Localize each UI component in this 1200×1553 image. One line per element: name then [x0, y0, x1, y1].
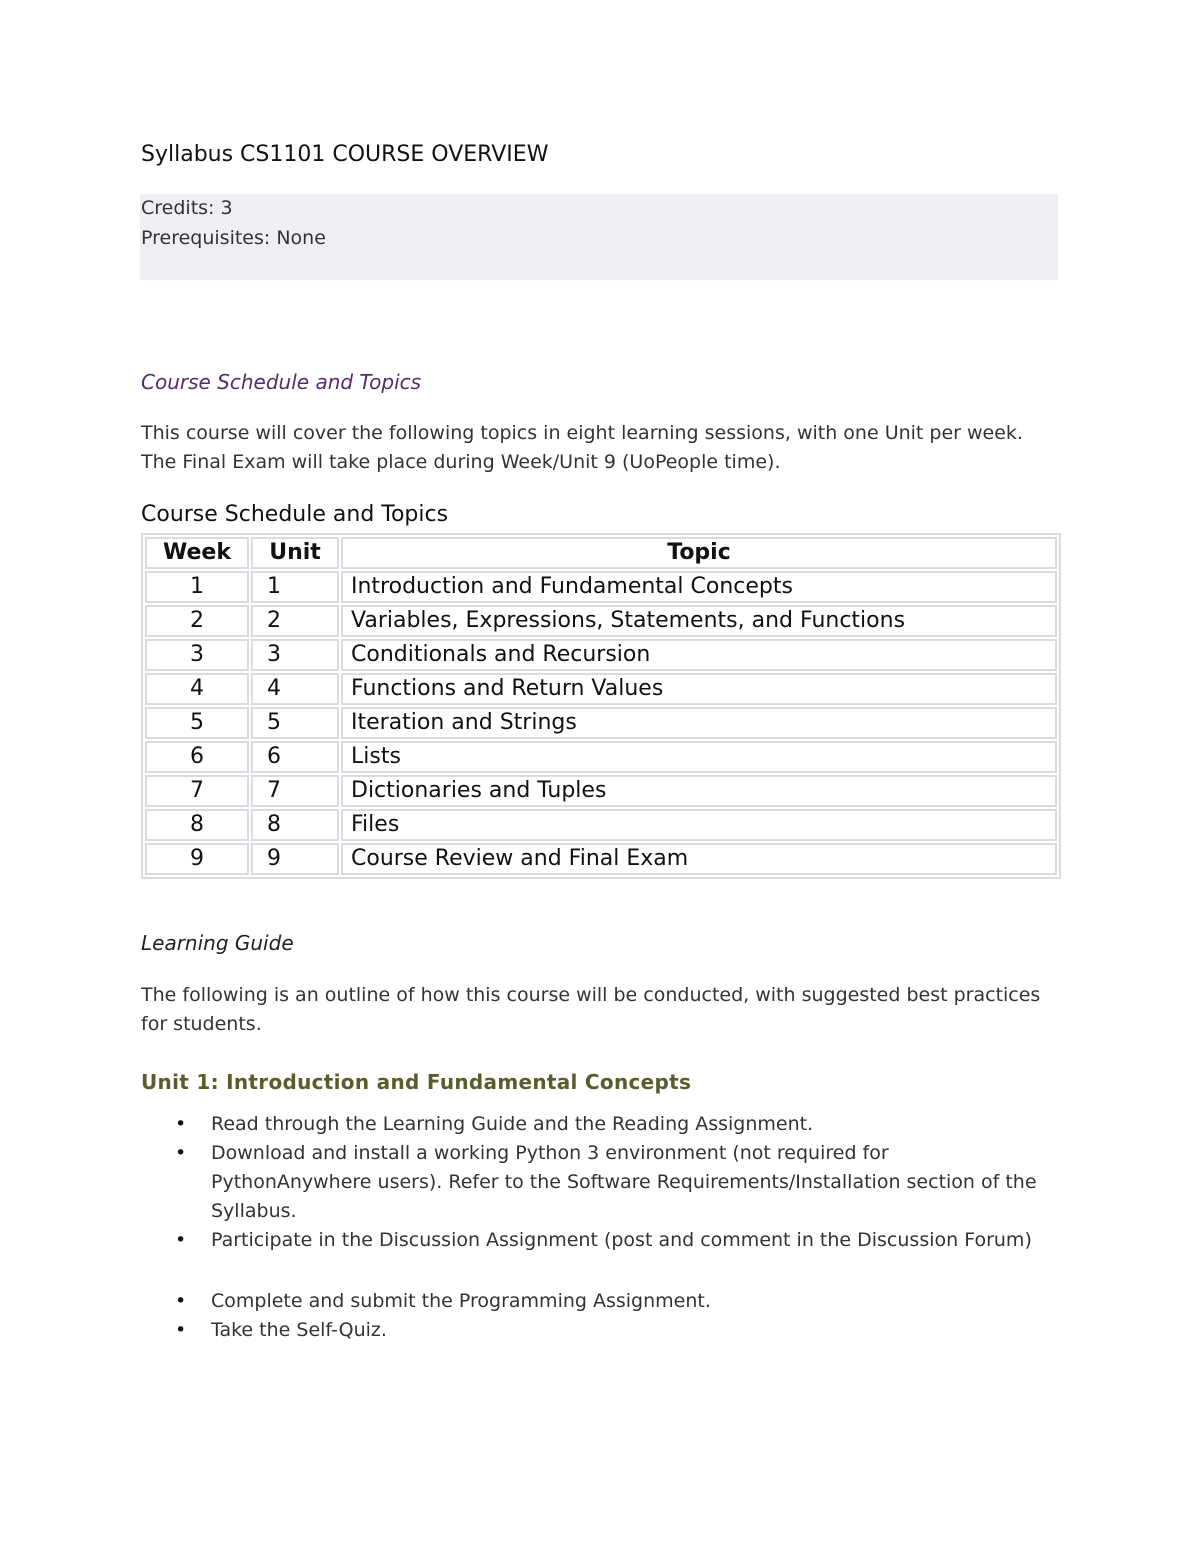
unit-cell: 6 — [251, 741, 339, 773]
column-header-unit: Unit — [251, 537, 339, 569]
week-cell: 5 — [145, 707, 249, 739]
column-header-topic: Topic — [341, 537, 1057, 569]
week-cell: 3 — [145, 639, 249, 671]
topic-cell: Functions and Return Values — [341, 673, 1057, 705]
task-text: Read through the Learning Guide and the Reading Assignment. — [211, 1113, 814, 1135]
task-text: Complete and submit the Programming Assignment. — [211, 1290, 711, 1312]
table-row — [145, 707, 1057, 739]
week-cell: 7 — [145, 775, 249, 807]
bullet-icon: • — [175, 1319, 187, 1341]
week-cell: 6 — [145, 741, 249, 773]
topic-cell: Dictionaries and Tuples — [341, 775, 1057, 807]
unit-cell: 3 — [251, 639, 339, 671]
bullet-icon: • — [175, 1290, 187, 1312]
list-item — [141, 1316, 1041, 1345]
schedule-intro-paragraph: This course will cover the following topics in eight learning sessions, with one Unit per week. The Final Exam will take place during Week/Unit 9 (UoPeople time). — [141, 422, 1023, 473]
table-row — [145, 571, 1057, 603]
table-header-row — [145, 537, 1057, 569]
table-row — [145, 809, 1057, 841]
unit-cell: 5 — [251, 707, 339, 739]
list-item — [141, 1139, 1041, 1226]
list-item — [141, 1287, 1041, 1316]
bullet-icon: • — [175, 1229, 187, 1251]
topic-cell: Variables, Expressions, Statements, and Functions — [341, 605, 1057, 637]
table-row — [145, 605, 1057, 637]
topic-cell: Files — [341, 809, 1057, 841]
list-item — [141, 1226, 1041, 1255]
topic-cell: Course Review and Final Exam — [341, 843, 1057, 875]
topic-cell: Conditionals and Recursion — [341, 639, 1057, 671]
unit-cell: 1 — [251, 571, 339, 603]
prerequisites-text: Prerequisites: None — [141, 227, 326, 249]
topic-cell: Lists — [341, 741, 1057, 773]
document-title: Syllabus CS1101 COURSE OVERVIEW — [141, 142, 549, 167]
task-text: Participate in the Discussion Assignment (post and comment in the Discussion Forum) — [211, 1229, 1032, 1251]
learning-guide-heading: Learning Guide — [141, 931, 294, 955]
week-cell: 4 — [145, 673, 249, 705]
schedule-table — [141, 533, 1061, 879]
credits-text: Credits: 3 — [141, 197, 233, 219]
topic-cell: Iteration and Strings — [341, 707, 1057, 739]
topic-cell: Introduction and Fundamental Concepts — [341, 571, 1057, 603]
table-row — [145, 843, 1057, 875]
column-header-week: Week — [145, 537, 249, 569]
unit-cell: 9 — [251, 843, 339, 875]
unit1-heading: Unit 1: Introduction and Fundamental Concepts — [141, 1070, 692, 1094]
table-row — [145, 741, 1057, 773]
table-row — [145, 775, 1057, 807]
task-text: Take the Self-Quiz. — [211, 1319, 387, 1341]
unit-cell: 2 — [251, 605, 339, 637]
week-cell: 2 — [145, 605, 249, 637]
unit-cell: 8 — [251, 809, 339, 841]
week-cell: 1 — [145, 571, 249, 603]
bullet-icon: • — [175, 1113, 187, 1135]
schedule-section-heading: Course Schedule and Topics — [141, 370, 422, 394]
learning-guide-intro: The following is an outline of how this course will be conducted, with suggested best practices for students. — [141, 984, 1041, 1035]
unit-cell: 7 — [251, 775, 339, 807]
table-row — [145, 673, 1057, 705]
table-row — [145, 639, 1057, 671]
list-item — [141, 1110, 1041, 1139]
task-text: Download and install a working Python 3 environment (not required for PythonAnywhere users). Refer to the Software Requirements/Installation section of the Syllabus. — [211, 1142, 1037, 1222]
week-cell: 8 — [145, 809, 249, 841]
unit-cell: 4 — [251, 673, 339, 705]
schedule-table-caption: Course Schedule and Topics — [141, 502, 449, 527]
bullet-icon: • — [175, 1142, 187, 1164]
week-cell: 9 — [145, 843, 249, 875]
unit1-task-list — [141, 1110, 1041, 1345]
